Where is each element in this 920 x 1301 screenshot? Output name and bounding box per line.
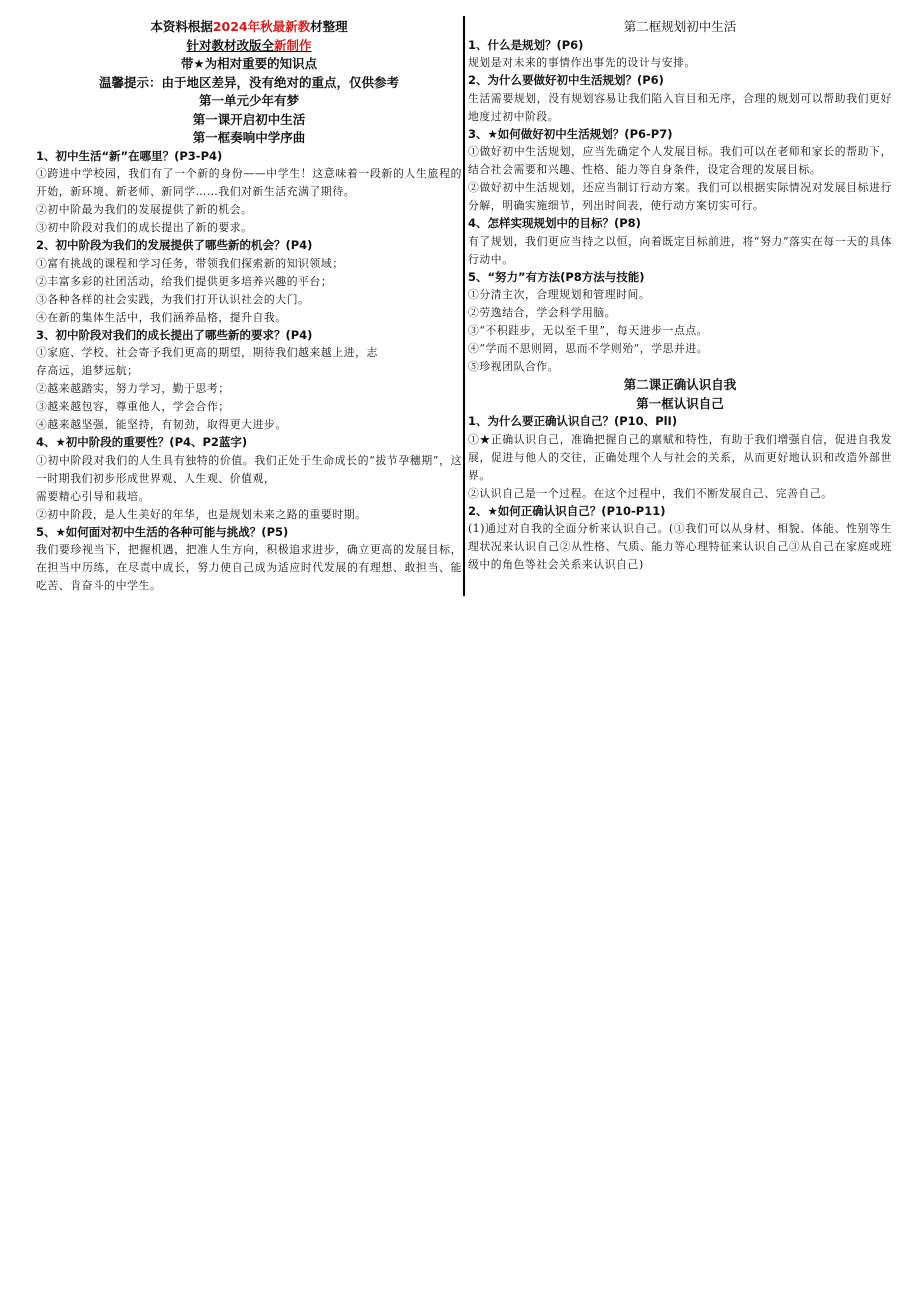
header-text: 材整理	[310, 19, 348, 34]
answer-text: ④“学而不思则罔，思而不学则殆“，学思并进。	[468, 342, 709, 355]
answer-text: 生活需要规划，没有规划容易让我们陷入盲目和无序，合理的规划可以帮助我们更好地度过初中阶段。	[468, 91, 892, 123]
answer-text: ④越来越坚强，能坚持，有韧劲，取得更大进步。	[36, 418, 287, 431]
question-heading: 5、“努力”有方法(P8方法与技能)	[468, 269, 645, 284]
answer-text: ②初中阶最为我们的发展提供了新的机会。	[36, 203, 253, 216]
answer-text: ③“不积跬步，无以至千里”，每天进步一点点。	[468, 324, 709, 337]
answer-text: ①家庭、学校、社会寄予我们更高的期望，期待我们越来越上进，志	[36, 346, 378, 359]
answer-text: 有了规划，我们更应当持之以恒，向着既定目标前进，将“努力”落实在每一天的具体行动中。	[468, 234, 892, 266]
header-line-2	[36, 37, 462, 56]
header-highlight: 新制作	[274, 37, 312, 53]
question-heading: 1、为什么要正确认识自己？(P10、PlI)	[468, 414, 678, 428]
answer-block	[468, 233, 892, 269]
answer-text: ①分清主次，合理规划和管理时间。	[468, 288, 651, 301]
answer-text: ②做好初中生活规划，还应当制订行动方案。我们可以根据实际情况对发展目标进行分解，明确实施细节，列出时间表，使行动方案切实可行。	[468, 181, 892, 212]
answer-text: ③初中阶段对我们的成长提出了新的要求。	[36, 221, 253, 234]
answer-text: ①跨进中学校园，我们有了一个新的身份——中学生！这意味着一段新的人生旅程的开始，新环境、新老师、新同学……我们对新生活充满了期待。	[36, 167, 462, 198]
column-divider	[463, 16, 465, 596]
answer-text: (1)通过对自我的全面分析来认识自己。(①我们可以从身材、相貌、体能、性别等生理状况来认识自己②从性格、气质、能力等心理特征来认识自己③从自己在家庭或班级中的角色等社会关系来认识自己)	[468, 522, 892, 571]
answer-text: ③越来越包容，尊重他人，学会合作；	[36, 400, 230, 413]
question-heading: 2、为什么要做好初中生活规划？(P6)	[468, 73, 664, 87]
header-text: 针对教材改版全	[186, 37, 274, 53]
question-heading: 5、★如何面对初中生活的各种可能与挑战？(P5)	[36, 524, 289, 539]
answer-block	[468, 286, 892, 376]
question-heading: 2、★如何正确认识自己？(P10-P11)	[468, 503, 666, 518]
answer-text: ③各种各样的社会实践，为我们打开认识社会的大门。	[36, 292, 310, 306]
question-heading: 1、什么是规划？(P6)	[468, 37, 584, 52]
question-heading: 3、初中阶段对我们的成长提出了哪些新的要求？(P4)	[36, 327, 313, 342]
answer-block	[36, 541, 462, 595]
header-line-3: 带★为相对重要的知识点	[180, 56, 318, 71]
answer-text: 我们要珍视当下，把握机遇，把准人生方向，积极追求进步，确立更高的发展目标，在担当中历练，在尽责中成长，努力使自己成为适应时代发展的有理想、敢担当、能吃苦、肯奋斗的中学生。	[36, 543, 462, 592]
answer-block	[36, 344, 462, 434]
answer-text: 规划是对未来的事情作出事先的设计与安排。	[468, 56, 696, 69]
answer-text: ②劳逸结合，学会科学用脑。	[468, 306, 617, 319]
frame-title: 第一框奏响中学序曲	[192, 130, 306, 145]
answer-text: ①富有挑战的课程和学习任务，带领我们探索新的知识领域；	[36, 256, 344, 270]
answer-text: ①★正确认识自己，准确把握自己的禀赋和特性，有助于我们增强自信，促进自我发展，促进与他人的交往，正确处理个人与社会的关系，从而更好地认识和改造外部世界。	[468, 432, 892, 482]
question-heading: 1、初中生活“新”在哪里？(P3-P4)	[36, 148, 223, 163]
answer-text: ①初中阶段对我们的人生具有独特的价值。我们正处于生命成长的“拔节孕穗期”，这一时期我们初步形成世界观、人生观、价值观，	[36, 453, 462, 485]
header-line-4: 温馨提示：由于地区差异，没有绝对的重点，仅供参考	[98, 74, 399, 90]
question-heading: 2、初中阶段为我们的发展提供了哪些新的机会？(P4)	[36, 238, 313, 252]
answer-text: ②越来越踏实，努力学习，勤于思考；	[36, 382, 230, 395]
header-text: 本资料根据	[150, 19, 213, 34]
answer-block	[468, 520, 892, 574]
answer-text: ④在新的集体生活中，我们涵养品格，提升自我。	[36, 310, 287, 324]
answer-block	[36, 452, 462, 524]
answer-text: ②丰富多彩的社团活动，给我们提供更多培养兴趣的平台；	[36, 274, 333, 288]
header-line-1	[36, 18, 462, 37]
question-heading: 4、★初中阶段的重要性？(P4、P2蓝字)	[36, 435, 248, 449]
question-heading: 3、★如何做好初中生活规划？(P6-P7)	[468, 126, 673, 141]
right-column	[468, 18, 892, 574]
answer-text: ②初中阶段，是人生美好的年华，也是规划未来之路的重要时期。	[36, 507, 367, 521]
answer-block	[468, 54, 892, 72]
answer-block	[468, 90, 892, 126]
answer-block	[36, 255, 462, 327]
left-column	[36, 18, 462, 595]
answer-text: ②认识自己是一个过程。在这个过程中，我们不断发展自己、完善自己。	[468, 486, 833, 500]
question-heading: 4、怎样实现规划中的目标？(P8)	[468, 216, 641, 230]
frame-title: 第一框认识自己	[636, 395, 724, 411]
lesson-title: 第一课开启初中生活	[192, 111, 306, 127]
lesson-title: 第二课正确认识自我	[623, 377, 737, 392]
answer-text: ①做好初中生活规划，应当先确定个人发展目标。我们可以在老师和家长的帮助下，结合社会需要和兴趣、性格、能力等自身条件，设定合理的发展目标。	[468, 145, 892, 176]
answer-block	[468, 431, 892, 503]
frame-title: 第二框规划初中生活	[623, 19, 737, 34]
answer-block	[468, 143, 892, 215]
answer-text: 存高远，追梦远航；	[36, 364, 139, 377]
answer-block	[36, 165, 462, 237]
answer-text: ⑤珍视团队合作。	[468, 360, 560, 373]
answer-text: 需要精心引导和栽培。	[36, 489, 150, 503]
unit-title: 第一单元少年有梦	[198, 93, 299, 108]
header-highlight: 2024年秋最新教	[212, 19, 311, 34]
